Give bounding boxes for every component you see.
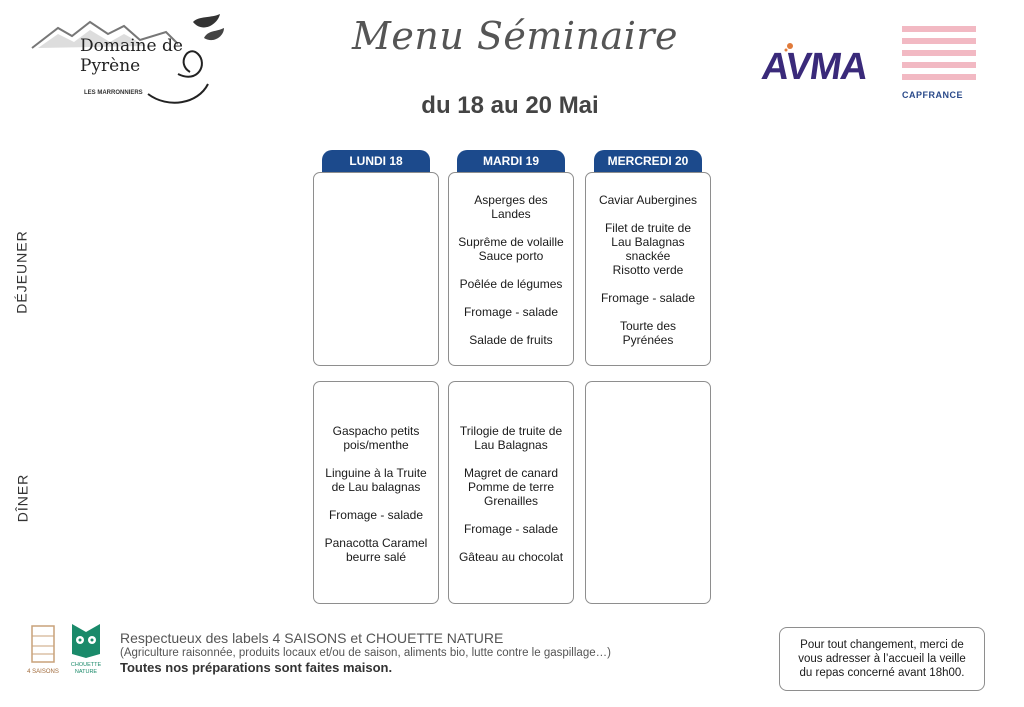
dish-item: Fromage - salade (463, 522, 559, 536)
dish-item: Caviar Aubergines (598, 193, 698, 207)
stripes-icon (898, 24, 978, 84)
lunch-cell-lundi (313, 172, 439, 366)
logo-title: Domaine de Pyrène (80, 36, 183, 76)
menu-title: Menu Séminaire (351, 14, 679, 58)
capfrance-text: CAPFRANCE (902, 90, 964, 100)
dish-item: Magret de canard Pomme de terre Grenailles (463, 466, 559, 508)
footer-line3: Toutes nos préparations sont faites maison. (120, 660, 393, 675)
chouette-label: CHOUETTE NATURE (70, 662, 102, 675)
chef-hat-icon (26, 622, 60, 668)
dish-item: Suprême de volaille Sauce porto (458, 235, 564, 263)
dinner-row-label: DÎNER (14, 473, 30, 523)
dish-item: Linguine à la Truite de Lau balagnas (325, 466, 427, 494)
day-tab-mardi: MARDI 19 (457, 150, 565, 172)
chouette-nature-logo (68, 622, 104, 678)
dish-item: Fromage - salade (600, 291, 696, 305)
avma-text: AVMA (759, 46, 871, 88)
footer-labels-note (120, 630, 760, 675)
dish-item: Poêlée de légumes (459, 277, 563, 291)
dinner-cell-lundi (313, 381, 439, 604)
dinner-cell-mardi (448, 381, 574, 604)
dish-item: Fromage - salade (463, 305, 559, 319)
dish-item: Gâteau au chocolat (458, 550, 564, 564)
dish-item: Filet de truite de Lau Balagnas snackée Risotto verde (604, 221, 692, 277)
dinner-row-label-wrap (0, 473, 44, 523)
day-tab-mercredi: MERCREDI 20 (594, 150, 702, 172)
4saisons-logo (26, 622, 60, 678)
dinner-cell-mercredi (585, 381, 711, 604)
avma-logo (760, 38, 870, 108)
dish-item: Asperges des Landes (474, 193, 548, 221)
date-range: du 18 au 20 Mai (421, 92, 599, 119)
footer-line1: Respectueux des labels 4 SAISONS et CHOUETTE NATURE (120, 630, 504, 646)
dish-item: Tourte des Pyrénées (619, 319, 677, 347)
day-tab-lundi: LUNDI 18 (322, 150, 430, 172)
lunch-cell-mardi (448, 172, 574, 366)
dish-item: Panacotta Caramel beurre salé (324, 536, 428, 564)
dish-item: Gaspacho petits pois/menthe (332, 424, 420, 452)
dish-item: Salade de fruits (469, 333, 553, 347)
lunch-row-label-wrap (0, 230, 44, 314)
owl-icon (68, 622, 104, 660)
change-notice: Pour tout changement, merci de vous adresser à l’accueil la veille du repas concerné avant 18h00. (779, 627, 985, 691)
lunch-cell-mercredi (585, 172, 711, 366)
logo-subtitle: LES MARRONNIERS (84, 90, 143, 96)
footer-line2: (Agriculture raisonnée, produits locaux et/ou de saison, aliments bio, lutte contre le gaspillage…) (120, 647, 611, 659)
lunch-row-label: DÉJEUNER (14, 230, 30, 314)
4saisons-label: 4 SAISONS (27, 669, 59, 675)
dish-item: Fromage - salade (328, 508, 424, 522)
dish-item: Trilogie de truite de Lau Balagnas (459, 424, 563, 452)
capfrance-logo (898, 24, 978, 106)
domaine-de-pyrene-logo (28, 14, 228, 114)
